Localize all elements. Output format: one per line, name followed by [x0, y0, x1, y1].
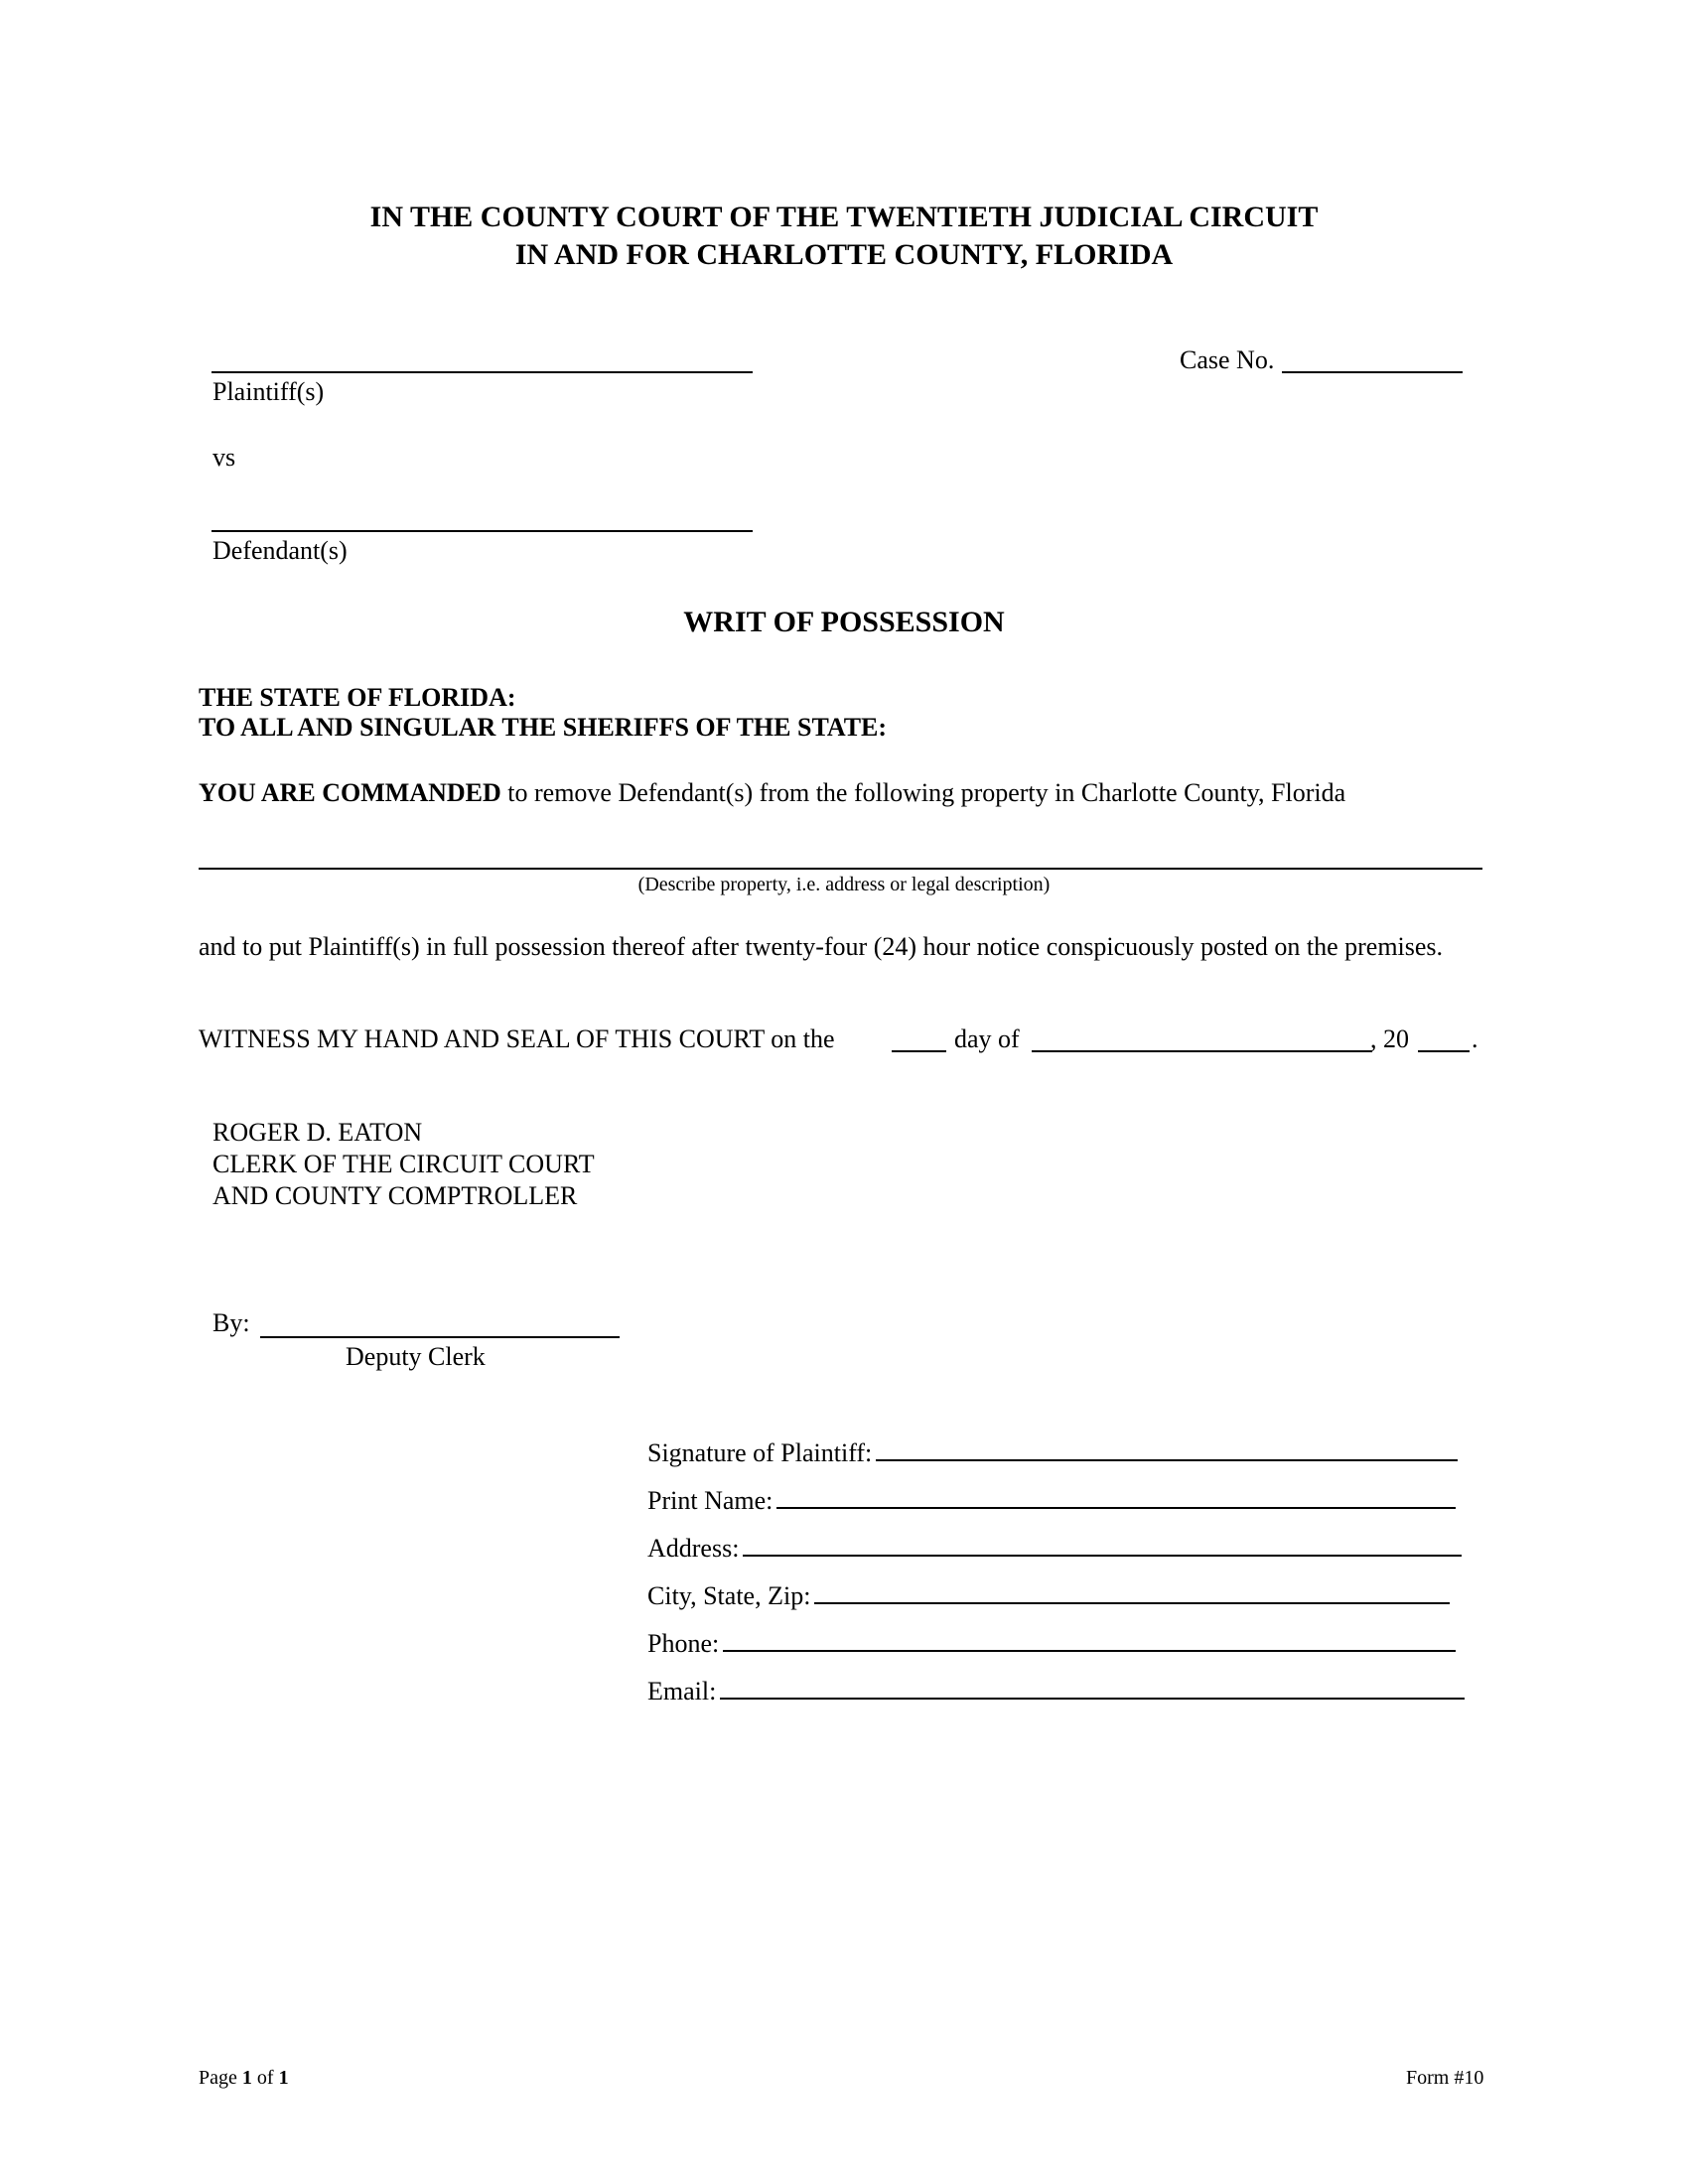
city-row [647, 1580, 1450, 1611]
case-no-blank[interactable] [1282, 371, 1463, 373]
clerk-title2: AND COUNTY COMPTROLLER [212, 1181, 578, 1210]
case-no-label: Case No. [1180, 345, 1275, 374]
phone-row [647, 1628, 1456, 1659]
print-name-label: Print Name: [647, 1486, 774, 1515]
command-text: to remove Defendant(s) from the following property in Charlotte County, Florida [500, 778, 1346, 807]
command-paragraph [199, 778, 1345, 808]
address-label: Address: [647, 1534, 740, 1563]
possession-paragraph: and to put Plaintiff(s) in full possession thereof after twenty-four (24) hour notice conspicuously posted on the premises. [199, 932, 1444, 961]
deputy-clerk-label: Deputy Clerk [346, 1342, 486, 1371]
defendant-blank[interactable] [211, 530, 753, 532]
address-row [647, 1533, 1462, 1564]
state-address-line1: THE STATE OF FLORIDA: [199, 683, 516, 712]
document-title: WRIT OF POSSESSION [683, 606, 1005, 638]
phone-blank[interactable] [723, 1628, 1456, 1652]
phone-label: Phone: [647, 1629, 720, 1658]
signature-blank[interactable] [876, 1437, 1458, 1461]
print-name-blank[interactable] [776, 1485, 1456, 1509]
address-blank[interactable] [743, 1533, 1462, 1557]
clerk-title1: CLERK OF THE CIRCUIT COURT [212, 1150, 595, 1178]
witness-end: . [1472, 1024, 1478, 1053]
state-address-line2: TO ALL AND SINGULAR THE SHERIFFS OF THE STATE: [199, 713, 888, 742]
email-blank[interactable] [720, 1676, 1465, 1700]
court-header-line1: IN THE COUNTY COURT OF THE TWENTIETH JUDICIAL CIRCUIT [369, 201, 1319, 233]
witness-day-of: day of [954, 1024, 1020, 1053]
witness-month-blank[interactable] [1032, 1050, 1372, 1052]
email-label: Email: [647, 1677, 717, 1706]
form-number: Form #10 [1406, 2067, 1484, 2089]
by-label: By: [212, 1308, 250, 1337]
clerk-name: ROGER D. EATON [212, 1118, 423, 1147]
witness-year-prefix: , 20 [1370, 1024, 1409, 1053]
page-number [199, 2067, 289, 2090]
page-of: of [251, 2067, 279, 2089]
witness-prefix: WITNESS MY HAND AND SEAL OF THIS COURT on the [199, 1024, 835, 1053]
plaintiff-label: Plaintiff(s) [212, 377, 325, 406]
city-blank[interactable] [814, 1580, 1450, 1604]
page-prefix: Page [199, 2067, 242, 2089]
defendant-label: Defendant(s) [212, 536, 348, 565]
plaintiff-blank[interactable] [211, 371, 753, 373]
page-total: 1 [278, 2067, 289, 2089]
property-blank[interactable] [199, 868, 1482, 870]
property-caption: (Describe property, i.e. address or legal description) [637, 874, 1051, 895]
vs-label: vs [212, 443, 236, 472]
signature-label: Signature of Plaintiff: [647, 1438, 873, 1467]
signature-row [647, 1437, 1458, 1468]
print-name-row [647, 1485, 1456, 1516]
command-bold: YOU ARE COMMANDED [199, 778, 501, 807]
witness-day-blank[interactable] [892, 1050, 946, 1052]
email-row [647, 1676, 1465, 1706]
court-header-line2: IN AND FOR CHARLOTTE COUNTY, FLORIDA [514, 238, 1174, 271]
city-label: City, State, Zip: [647, 1581, 811, 1610]
witness-year-blank[interactable] [1418, 1050, 1470, 1052]
deputy-signature-blank[interactable] [260, 1336, 620, 1338]
page-current: 1 [241, 2067, 252, 2089]
